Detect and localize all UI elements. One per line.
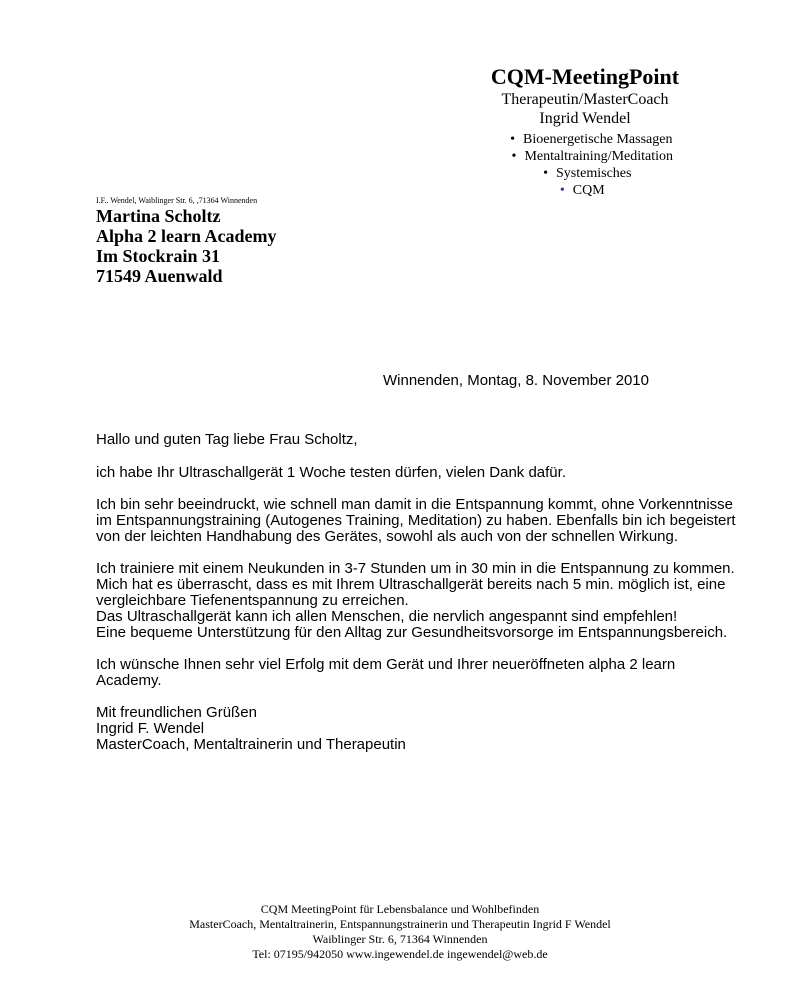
service-label: Mentaltraining/Meditation	[524, 149, 674, 164]
recipient-company: Alpha 2 learn Academy	[96, 226, 277, 246]
service-item	[470, 148, 710, 165]
recipient-street: Im Stockrain 31	[96, 246, 221, 266]
footer-line: CQM MeetingPoint für Lebensbalance und Wohlbefinden	[260, 902, 540, 916]
service-item	[468, 131, 710, 148]
bullet-icon: •	[510, 132, 515, 147]
paragraph-2: Ich bin sehr beeindruckt, wie schnell man damit in die Entspannung kommt, ohne Vorkenntnisse im Entspannungstraining (Autogenes Training, Meditation) zu haben. Ebenfalls bin ich begeistert von der leichten Handhabung des Gerätes, sowohl als auch von der schnellen Wirkung.	[96, 496, 736, 545]
bullet-icon: •	[559, 183, 565, 198]
paragraph-3	[96, 561, 736, 641]
footer-line: Waiblinger Str. 6, 71364 Winnenden	[312, 932, 488, 946]
services-list	[460, 131, 710, 199]
bullet-icon: •	[511, 149, 517, 164]
paragraph-4: Ich wünsche Ihnen sehr viel Erfolg mit dem Gerät und Ihrer neueröffneten alpha 2 learn Academy.	[96, 656, 676, 689]
letterhead-name: Ingrid Wendel	[539, 110, 631, 127]
letter-date: Winnenden, Montag, 8. November 2010	[383, 372, 649, 389]
closing: Mit freundlichen Grüßen	[96, 704, 257, 721]
footer	[0, 902, 800, 962]
salutation: Hallo und guten Tag liebe Frau Scholtz,	[96, 431, 358, 448]
letterhead	[460, 64, 710, 199]
footer-line: MasterCoach, Mentaltrainerin, Entspannungstrainerin und Therapeutin Ingrid F Wendel	[189, 917, 611, 931]
signature-block	[96, 705, 736, 753]
recipient-city: 71549 Auenwald	[96, 266, 223, 286]
signature-name: Ingrid F. Wendel	[96, 720, 205, 737]
paragraph-3-line: Mich hat es überrascht, dass es mit Ihrem Ultraschallgerät bereits nach 5 min. möglich ist, eine vergleichbare Tiefenentspannung zu erreichen.	[96, 576, 726, 609]
service-label: CQM	[572, 183, 605, 198]
service-label: Systemisches	[556, 166, 632, 181]
paragraph-3-line: Eine bequeme Unterstützung für den Alltag zur Gesundheitsvorsorge im Entspannungsbereich.	[96, 624, 728, 641]
signature-title: MasterCoach, Mentaltrainerin und Therapeutin	[96, 736, 406, 753]
letter-body	[96, 432, 736, 753]
letterhead-role: Therapeutin/MasterCoach	[501, 91, 669, 108]
recipient-address	[96, 206, 277, 286]
paragraph-3-line: Ich trainiere mit einem Neukunden in 3-7 Stunden um in 30 min in die Entspannung zu kommen.	[96, 560, 735, 577]
footer-line: Tel: 07195/942050 www.ingewendel.de ingewendel@web.de	[252, 947, 548, 961]
recipient-name: Martina Scholtz	[96, 206, 221, 226]
return-address: I.F.. Wendel, Waiblinger Str. 6, ,71364 Winnenden	[96, 196, 258, 205]
bullet-icon: •	[543, 166, 548, 181]
service-label: Bioenergetische Massagen	[523, 132, 673, 147]
service-item	[460, 165, 710, 182]
paragraph-3-line: Das Ultraschallgerät kann ich allen Menschen, die nervlich angespannt sind empfehlen!	[96, 608, 678, 625]
company-name: CQM-MeetingPoint	[490, 64, 680, 89]
service-item	[450, 182, 710, 199]
paragraph-1: ich habe Ihr Ultraschallgerät 1 Woche testen dürfen, vielen Dank dafür.	[96, 464, 566, 481]
